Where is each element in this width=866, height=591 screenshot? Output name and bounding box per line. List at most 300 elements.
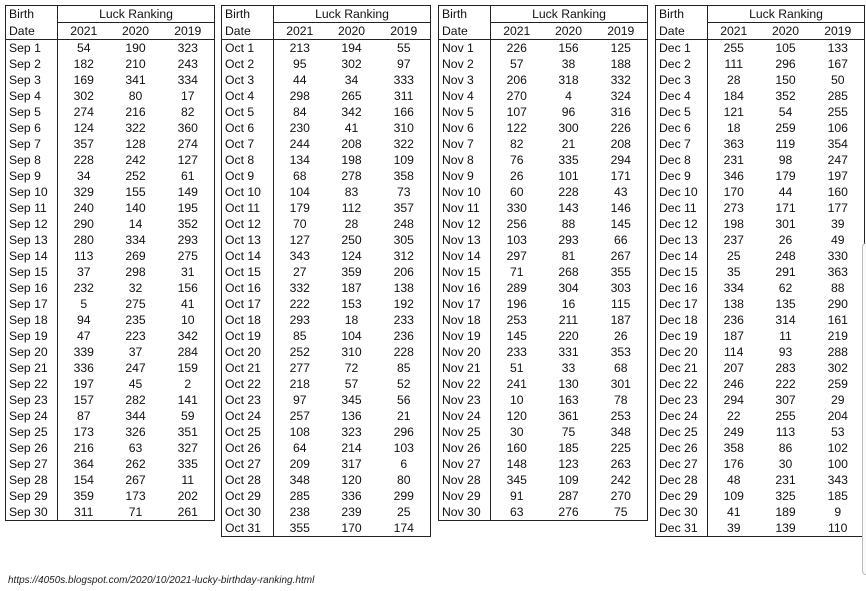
table-row xyxy=(222,248,431,264)
table-row xyxy=(656,152,865,168)
rank-cell: 355 xyxy=(595,264,648,280)
rank-cell: 218 xyxy=(289,377,310,391)
rank-cell: 253 xyxy=(506,313,527,327)
rank-cell: 103 xyxy=(378,440,431,456)
table-dec xyxy=(655,5,865,537)
birth-date-cell: Dec 17 xyxy=(656,296,708,312)
rank-cell: 214 xyxy=(341,441,362,455)
rank-cell: 37 xyxy=(128,345,143,359)
source-url[interactable]: https://4050s.blogspot.com/2020/10/2021-lucky-birthday-ranking.html xyxy=(8,575,315,586)
table-row xyxy=(656,200,865,216)
rank-cell: 171 xyxy=(775,201,796,215)
rank-cell: 284 xyxy=(162,344,215,360)
birth-date-cell: Sep 15 xyxy=(6,264,58,280)
rank-cell: 206 xyxy=(378,264,431,280)
rank-cell: 343 xyxy=(812,472,865,488)
birth-date-cell: Nov 5 xyxy=(439,104,491,120)
rank-cell: 324 xyxy=(595,88,648,104)
rank-cell: 332 xyxy=(289,281,310,295)
rank-cell: 232 xyxy=(73,281,94,295)
birth-date-cell: Nov 27 xyxy=(439,456,491,472)
rank-cell: 37 xyxy=(76,265,91,279)
table-row xyxy=(222,40,431,57)
rank-cell: 54 xyxy=(76,41,91,55)
rank-cell: 45 xyxy=(128,377,143,391)
rank-cell: 30 xyxy=(778,457,793,471)
rank-cell: 38 xyxy=(561,57,576,71)
rank-cell: 274 xyxy=(162,136,215,152)
rank-cell: 102 xyxy=(812,440,865,456)
year-header: 2020 xyxy=(543,23,595,40)
rank-cell: 103 xyxy=(506,233,527,247)
birth-date-cell: Nov 23 xyxy=(439,392,491,408)
rank-cell: 336 xyxy=(73,361,94,375)
birth-date-cell: Sep 13 xyxy=(6,232,58,248)
rank-cell: 145 xyxy=(506,329,527,343)
table-row xyxy=(6,280,215,296)
rank-cell: 136 xyxy=(341,409,362,423)
birth-date-cell: Nov 17 xyxy=(439,296,491,312)
table-row xyxy=(222,280,431,296)
birth-date-cell: Sep 7 xyxy=(6,136,58,152)
rank-cell: 149 xyxy=(162,184,215,200)
birth-date-cell: Nov 29 xyxy=(439,488,491,504)
rank-cell: 16 xyxy=(561,297,576,311)
table-row xyxy=(439,56,648,72)
rank-cell: 26 xyxy=(595,328,648,344)
rank-cell: 128 xyxy=(125,137,146,151)
rank-cell: 273 xyxy=(723,201,744,215)
table-row xyxy=(439,200,648,216)
rank-cell: 120 xyxy=(341,473,362,487)
rank-cell: 154 xyxy=(73,473,94,487)
rank-cell: 228 xyxy=(73,153,94,167)
birth-header: Birth xyxy=(656,6,708,23)
table-row xyxy=(656,408,865,424)
rank-cell: 364 xyxy=(73,457,94,471)
rank-cell: 173 xyxy=(73,425,94,439)
rank-cell: 133 xyxy=(812,40,865,57)
rank-cell: 277 xyxy=(289,361,310,375)
rank-cell: 14 xyxy=(128,217,143,231)
rank-cell: 109 xyxy=(558,473,579,487)
rank-cell: 160 xyxy=(506,441,527,455)
birth-date-cell: Nov 21 xyxy=(439,360,491,376)
birth-date-cell: Nov 30 xyxy=(439,504,491,521)
table-row xyxy=(222,200,431,216)
year-header-row xyxy=(222,23,431,40)
table-row xyxy=(656,504,865,520)
table-row xyxy=(222,88,431,104)
rank-cell: 325 xyxy=(775,489,796,503)
rank-cell: 241 xyxy=(506,377,527,391)
rank-cell: 75 xyxy=(561,425,576,439)
rank-cell: 360 xyxy=(162,120,215,136)
table-row xyxy=(656,56,865,72)
rank-cell: 252 xyxy=(289,345,310,359)
rank-cell: 35 xyxy=(726,265,741,279)
rank-cell: 56 xyxy=(378,392,431,408)
birth-date-cell: Dec 16 xyxy=(656,280,708,296)
birth-date-cell: Nov 8 xyxy=(439,152,491,168)
rank-cell: 6 xyxy=(378,456,431,472)
rank-cell: 49 xyxy=(812,232,865,248)
rank-cell: 9 xyxy=(812,504,865,520)
birth-date-cell: Dec 24 xyxy=(656,408,708,424)
year-header: 2019 xyxy=(595,23,648,40)
table-row xyxy=(439,168,648,184)
rank-cell: 242 xyxy=(595,472,648,488)
rank-cell: 300 xyxy=(558,121,579,135)
rank-cell: 170 xyxy=(723,185,744,199)
rank-cell: 289 xyxy=(506,281,527,295)
birth-date-cell: Dec 31 xyxy=(656,520,708,537)
rank-cell: 70 xyxy=(292,217,307,231)
rank-cell: 30 xyxy=(509,425,524,439)
table-row xyxy=(656,424,865,440)
rank-cell: 190 xyxy=(125,41,146,55)
rank-cell: 323 xyxy=(162,40,215,57)
table-row xyxy=(439,280,648,296)
rank-cell: 361 xyxy=(558,409,579,423)
rank-cell: 231 xyxy=(775,473,796,487)
scrollbar[interactable] xyxy=(862,243,866,575)
rank-cell: 301 xyxy=(775,217,796,231)
header-row xyxy=(656,6,865,23)
rank-cell: 255 xyxy=(723,41,744,55)
rank-cell: 76 xyxy=(509,153,524,167)
rank-cell: 329 xyxy=(73,185,94,199)
rank-cell: 47 xyxy=(76,329,91,343)
rank-cell: 248 xyxy=(775,249,796,263)
rank-cell: 323 xyxy=(341,425,362,439)
table-row xyxy=(6,168,215,184)
rank-cell: 134 xyxy=(289,153,310,167)
table-row xyxy=(6,312,215,328)
rank-cell: 115 xyxy=(595,296,648,312)
rank-cell: 267 xyxy=(595,248,648,264)
year-header-row xyxy=(6,23,215,40)
rank-cell: 27 xyxy=(292,265,307,279)
rank-cell: 216 xyxy=(73,441,94,455)
birth-date-cell: Nov 28 xyxy=(439,472,491,488)
year-header: 2019 xyxy=(812,23,865,40)
table-row xyxy=(439,232,648,248)
rank-cell: 359 xyxy=(341,265,362,279)
table-row xyxy=(656,520,865,537)
birth-date-cell: Oct 12 xyxy=(222,216,274,232)
rank-cell: 336 xyxy=(341,489,362,503)
birth-date-cell: Sep 22 xyxy=(6,376,58,392)
rank-cell: 233 xyxy=(506,345,527,359)
rank-cell: 59 xyxy=(162,408,215,424)
rank-cell: 288 xyxy=(812,344,865,360)
rank-cell: 226 xyxy=(506,41,527,55)
table-row xyxy=(6,360,215,376)
table-row xyxy=(222,104,431,120)
rank-cell: 353 xyxy=(595,344,648,360)
rank-cell: 230 xyxy=(289,121,310,135)
rank-cell: 25 xyxy=(726,249,741,263)
rank-cell: 222 xyxy=(775,377,796,391)
table-row xyxy=(222,424,431,440)
rank-cell: 293 xyxy=(162,232,215,248)
rank-cell: 334 xyxy=(162,72,215,88)
rank-cell: 204 xyxy=(812,408,865,424)
rank-cell: 95 xyxy=(292,57,307,71)
rank-cell: 233 xyxy=(378,312,431,328)
rank-cell: 296 xyxy=(775,57,796,71)
rank-cell: 93 xyxy=(778,345,793,359)
table-row xyxy=(439,328,648,344)
year-header-row xyxy=(439,23,648,40)
birth-date-cell: Sep 27 xyxy=(6,456,58,472)
rank-cell: 302 xyxy=(73,89,94,103)
rank-cell: 343 xyxy=(289,249,310,263)
birth-date-cell: Oct 18 xyxy=(222,312,274,328)
rank-cell: 174 xyxy=(378,520,431,537)
rank-cell: 48 xyxy=(726,473,741,487)
rank-cell: 263 xyxy=(595,456,648,472)
rank-cell: 122 xyxy=(506,121,527,135)
table-row xyxy=(222,312,431,328)
rank-cell: 187 xyxy=(595,312,648,328)
rank-cell: 88 xyxy=(561,217,576,231)
rank-cell: 225 xyxy=(595,440,648,456)
rank-cell: 41 xyxy=(726,505,741,519)
rank-cell: 257 xyxy=(289,409,310,423)
rank-cell: 51 xyxy=(509,361,524,375)
table-row xyxy=(439,152,648,168)
rank-cell: 105 xyxy=(775,41,796,55)
rank-cell: 124 xyxy=(341,249,362,263)
rank-cell: 21 xyxy=(378,408,431,424)
header-row xyxy=(6,6,215,23)
table-row xyxy=(6,264,215,280)
birth-date-cell: Oct 20 xyxy=(222,344,274,360)
birth-date-cell: Nov 6 xyxy=(439,120,491,136)
birth-date-cell: Dec 21 xyxy=(656,360,708,376)
rank-cell: 109 xyxy=(723,489,744,503)
rank-cell: 247 xyxy=(125,361,146,375)
table-row xyxy=(222,408,431,424)
birth-date-cell: Nov 26 xyxy=(439,440,491,456)
rank-cell: 107 xyxy=(506,105,527,119)
birth-date-cell: Sep 8 xyxy=(6,152,58,168)
rank-cell: 311 xyxy=(378,88,431,104)
rank-cell: 220 xyxy=(558,329,579,343)
table-row xyxy=(439,104,648,120)
rank-cell: 52 xyxy=(378,376,431,392)
rank-cell: 275 xyxy=(162,248,215,264)
table-row xyxy=(6,152,215,168)
rank-cell: 238 xyxy=(289,505,310,519)
rank-cell: 28 xyxy=(344,217,359,231)
table-row xyxy=(656,88,865,104)
birth-date-cell: Oct 23 xyxy=(222,392,274,408)
table-row xyxy=(222,232,431,248)
birth-date-cell: Sep 3 xyxy=(6,72,58,88)
table-row xyxy=(222,120,431,136)
rank-cell: 302 xyxy=(812,360,865,376)
table-row xyxy=(439,376,648,392)
table-row xyxy=(222,136,431,152)
table-row xyxy=(656,104,865,120)
table-row xyxy=(222,360,431,376)
rank-cell: 185 xyxy=(812,488,865,504)
rank-cell: 265 xyxy=(341,89,362,103)
rank-cell: 358 xyxy=(378,168,431,184)
birth-date-cell: Sep 10 xyxy=(6,184,58,200)
birth-date-cell: Sep 17 xyxy=(6,296,58,312)
table-row xyxy=(222,376,431,392)
birth-date-cell: Oct 8 xyxy=(222,152,274,168)
rank-cell: 111 xyxy=(724,57,744,71)
birth-date-cell: Sep 29 xyxy=(6,488,58,504)
rank-cell: 250 xyxy=(341,233,362,247)
birth-date-cell: Dec 27 xyxy=(656,456,708,472)
table-row xyxy=(6,376,215,392)
rank-cell: 171 xyxy=(595,168,648,184)
rank-cell: 156 xyxy=(558,41,579,55)
rank-cell: 80 xyxy=(378,472,431,488)
birth-date-cell: Nov 1 xyxy=(439,40,491,57)
rank-cell: 94 xyxy=(76,313,91,327)
table-row xyxy=(439,264,648,280)
rank-cell: 342 xyxy=(162,328,215,344)
birth-date-cell: Oct 30 xyxy=(222,504,274,520)
table-row xyxy=(222,328,431,344)
table-row xyxy=(656,232,865,248)
rank-cell: 235 xyxy=(125,313,146,327)
rank-cell: 184 xyxy=(723,89,744,103)
rank-cell: 71 xyxy=(509,265,524,279)
rank-cell: 176 xyxy=(723,457,744,471)
rank-cell: 298 xyxy=(289,89,310,103)
rank-cell: 31 xyxy=(162,264,215,280)
rank-cell: 18 xyxy=(726,121,741,135)
table-row xyxy=(222,392,431,408)
rank-cell: 346 xyxy=(723,169,744,183)
table-row xyxy=(439,296,648,312)
birth-date-cell: Oct 3 xyxy=(222,72,274,88)
table-row xyxy=(222,264,431,280)
birth-date-cell: Nov 11 xyxy=(439,200,491,216)
rank-cell: 255 xyxy=(812,104,865,120)
rank-cell: 213 xyxy=(289,41,310,55)
rank-cell: 216 xyxy=(125,105,146,119)
rank-cell: 85 xyxy=(378,360,431,376)
table-row xyxy=(6,328,215,344)
rank-cell: 5 xyxy=(80,297,88,311)
rank-cell: 88 xyxy=(812,280,865,296)
year-header: 2020 xyxy=(326,23,378,40)
birth-date-cell: Nov 9 xyxy=(439,168,491,184)
rank-cell: 97 xyxy=(292,393,307,407)
table-row xyxy=(656,72,865,88)
table-row xyxy=(439,472,648,488)
birth-date-cell: Nov 16 xyxy=(439,280,491,296)
rank-cell: 287 xyxy=(558,489,579,503)
table-row xyxy=(222,152,431,168)
rank-cell: 335 xyxy=(162,456,215,472)
table-row xyxy=(439,120,648,136)
rank-cell: 268 xyxy=(558,265,579,279)
rank-cell: 182 xyxy=(73,57,94,71)
rank-cell: 2 xyxy=(162,376,215,392)
rank-cell: 18 xyxy=(344,313,359,327)
birth-date-cell: Dec 7 xyxy=(656,136,708,152)
rank-cell: 228 xyxy=(558,185,579,199)
rank-cell: 25 xyxy=(378,504,431,520)
table-row xyxy=(222,56,431,72)
birth-date-cell: Sep 25 xyxy=(6,424,58,440)
birth-date-cell: Dec 12 xyxy=(656,216,708,232)
rank-cell: 326 xyxy=(125,425,146,439)
rank-cell: 73 xyxy=(378,184,431,200)
rank-cell: 41 xyxy=(162,296,215,312)
table-row xyxy=(656,264,865,280)
rank-cell: 335 xyxy=(558,153,579,167)
birth-date-cell: Oct 17 xyxy=(222,296,274,312)
rank-cell: 310 xyxy=(378,120,431,136)
rank-cell: 226 xyxy=(595,120,648,136)
table-row xyxy=(656,344,865,360)
rank-cell: 53 xyxy=(812,424,865,440)
birth-date-cell: Dec 10 xyxy=(656,184,708,200)
rank-cell: 123 xyxy=(558,457,579,471)
rank-cell: 85 xyxy=(292,329,307,343)
table-nov xyxy=(438,5,648,521)
rank-cell: 316 xyxy=(595,104,648,120)
rank-cell: 298 xyxy=(125,265,146,279)
rank-cell: 294 xyxy=(595,152,648,168)
rank-cell: 80 xyxy=(128,89,143,103)
table-row xyxy=(222,504,431,520)
rank-cell: 198 xyxy=(723,217,744,231)
rank-cell: 345 xyxy=(506,473,527,487)
table-row xyxy=(6,184,215,200)
rank-cell: 358 xyxy=(723,441,744,455)
rank-cell: 194 xyxy=(341,41,362,55)
birth-date-cell: Nov 15 xyxy=(439,264,491,280)
rank-cell: 303 xyxy=(595,280,648,296)
birth-date-cell: Oct 22 xyxy=(222,376,274,392)
birth-date-cell: Dec 11 xyxy=(656,200,708,216)
rank-cell: 327 xyxy=(162,440,215,456)
year-header: 2021 xyxy=(274,23,326,40)
rank-cell: 334 xyxy=(125,233,146,247)
rank-cell: 285 xyxy=(289,489,310,503)
table-row xyxy=(656,472,865,488)
rank-cell: 223 xyxy=(125,329,146,343)
rank-cell: 314 xyxy=(775,313,796,327)
table-row xyxy=(6,408,215,424)
rank-cell: 61 xyxy=(162,168,215,184)
birth-date-cell: Nov 12 xyxy=(439,216,491,232)
rank-cell: 11 xyxy=(779,329,792,343)
year-header: 2019 xyxy=(162,23,215,40)
birth-date-cell: Sep 23 xyxy=(6,392,58,408)
rank-cell: 170 xyxy=(326,520,378,537)
rank-cell: 26 xyxy=(778,233,793,247)
rank-cell: 253 xyxy=(595,408,648,424)
rank-cell: 155 xyxy=(125,185,146,199)
table-row xyxy=(656,440,865,456)
birth-date-cell: Sep 30 xyxy=(6,504,58,521)
birth-date-cell: Sep 9 xyxy=(6,168,58,184)
rank-cell: 82 xyxy=(162,104,215,120)
